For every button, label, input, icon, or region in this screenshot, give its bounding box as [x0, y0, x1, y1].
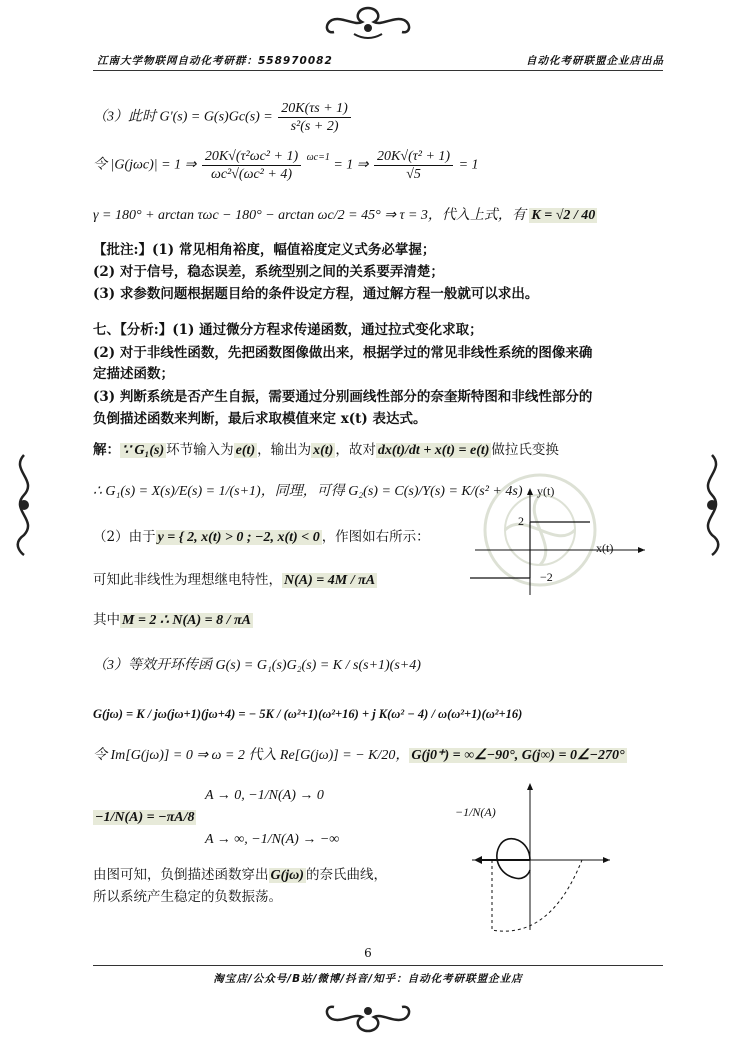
- p3-mag-num1: 20K√(τ²ωc² + 1): [202, 148, 301, 166]
- sol-6: （3）等效开环传函 G(s) = G₁(s)G₂(s) = K / s(s+1)(s+4): [93, 658, 421, 673]
- right-ornament-icon: [692, 450, 732, 560]
- p3-mag-den1: ωc²√(ωc² + 4): [210, 167, 292, 182]
- sol-9b: A → 0, −1/N(A) → 0: [205, 788, 324, 803]
- sol-4a: 可知此非线性为理想继电特性，: [93, 572, 282, 588]
- sol-11: 所以系统产生稳定的负数振荡。: [93, 889, 282, 905]
- p3-tf-den: s²(s + 2): [290, 119, 339, 134]
- p3-mag-num2: 20K√(τ² + 1): [374, 148, 453, 166]
- p3-gamma-line: [93, 206, 597, 226]
- sol-10: [93, 865, 387, 886]
- sol-3: [93, 527, 430, 548]
- fig2-nyquist-curve: [497, 839, 530, 879]
- header-right: 自动化考研联盟企业店出品: [526, 55, 664, 67]
- sol-xt: x(t): [313, 443, 334, 458]
- sol-5: [93, 610, 253, 631]
- fig1-x-arrow-icon: [638, 547, 645, 553]
- sol-text-b: ，输出为: [257, 442, 312, 458]
- sol-10c: 的奈氏曲线，: [305, 867, 387, 883]
- sol-3c: ，作图如右所示：: [321, 529, 430, 545]
- sol-10a: 由图可知，负倒描述函数穿出: [93, 867, 269, 883]
- q7-5: 负倒描述函数来判断，最后求取模值来定 x(t) 表达式。: [93, 411, 427, 427]
- sol-text-c: ，故对: [335, 442, 376, 458]
- sol-text-d: 做拉氏变换: [491, 442, 559, 458]
- fig2-dashed-arc: [492, 860, 582, 931]
- sol-8a: 令 Im[G(jω)] = 0 ⇒ ω = 2 代入 Re[G(jω)] = − K/20，: [93, 748, 410, 763]
- note-1: 【批注:】(1) 常见相角裕度，幅值裕度定义式务必掌握；: [93, 242, 436, 258]
- fig1-x-label: x(t): [596, 541, 614, 555]
- note-3: (3) 求参数问题根据题目给的条件设定方程，通过解方程一般就可以求出。: [93, 286, 539, 302]
- p3-tf-num: 20K(τs + 1): [278, 100, 351, 118]
- p3-mag-arrow: = 1 ⇒: [333, 157, 369, 173]
- fig1-pos-label: 2: [518, 514, 524, 528]
- sol-7: G(jω) = K / jω(jω+1)(jω+4) = − 5K / (ω²+1)(ω²+16) + j K(ω² − 4) / ω(ω²+1)(ω²+16): [93, 707, 523, 721]
- bottom-ornament-icon: [318, 995, 418, 1035]
- fig1-y-arrow-icon: [527, 488, 533, 495]
- q7-4: (3) 判断系统是否产生自振，需要通过分别画线性部分的奈奎斯特图和非线性部分的: [93, 389, 593, 405]
- q7-3: 定描述函数；: [93, 366, 174, 382]
- footer-text: 淘宝店/公众号/B站/微博/抖音/知乎：自动化考研联盟企业店: [213, 973, 523, 985]
- sol-4: [93, 570, 377, 591]
- sol-5a: 其中: [93, 612, 120, 628]
- p3-intro: （3）此时 G'(s) = G(s)Gc(s) =: [93, 109, 273, 125]
- sol-1: [93, 440, 559, 461]
- fig2-real-arrow-icon: [603, 857, 610, 863]
- nyquist-figure: [470, 780, 620, 940]
- header-left: 江南大学物联网自动化考研群：558970082: [97, 55, 333, 67]
- sol-g1: ∵ G₁(s): [122, 443, 165, 458]
- sol-piecewise: y = { 2, x(t) > 0 ; −2, x(t) < 0: [157, 530, 320, 545]
- fig2-label: −1/N(A): [455, 805, 496, 819]
- sol-text-a: 环节输入为: [166, 442, 234, 458]
- fig2-locus-arrow-icon: [474, 856, 482, 864]
- sol-9: [93, 808, 196, 828]
- page-number: 6: [364, 946, 372, 960]
- q7-2: (2) 对于非线性函数，先把函数图像做出来，根据学过的常见非线性系统的图像来确: [93, 345, 593, 361]
- fig1-neg-label: −2: [540, 570, 553, 584]
- sol-gjw: G(jω): [270, 868, 304, 883]
- relay-figure: [470, 480, 650, 600]
- sol-et: e(t): [235, 443, 256, 458]
- sol-8: [93, 746, 627, 766]
- sol-9a: −1/N(A) = −πA/8: [95, 810, 195, 825]
- left-ornament-icon: [4, 450, 44, 560]
- note-2: (2) 对于信号，稳态误差，系统型别之间的关系要弄清楚；: [93, 264, 444, 280]
- sol-na: N(A) = 4M / πA: [284, 573, 376, 588]
- sol-label: 解：: [93, 442, 120, 458]
- sol-diffeq: dx(t)/dt + x(t) = e(t): [377, 443, 490, 458]
- p3-mag-line: [93, 148, 479, 183]
- fig2-imag-arrow-icon: [527, 783, 533, 790]
- sol-2: ∴ G₁(s) = X(s)/E(s) = 1/(s+1)，同理，可得 G₂(s) = C(s)/Y(s) = K/(s² + 4s): [93, 484, 523, 499]
- sol-8b: G(j0⁺) = ∞∠−90°, G(j∞) = 0∠−270°: [411, 748, 625, 763]
- p3-mag-end: = 1: [458, 157, 479, 173]
- p3-mag-den2: √5: [406, 167, 421, 182]
- p3-k-result: K = √2 / 40: [531, 208, 596, 223]
- sol-3a: （2）由于: [93, 529, 156, 545]
- fig1-y-label: y(t): [537, 484, 555, 498]
- p3-gamma: γ = 180° + arctan τωc − 180° − arctan ωc/2 = 45° ⇒ τ = 3，代入上式，有: [93, 208, 526, 223]
- sol-m: M = 2 ∴ N(A) = 8 / πA: [122, 613, 251, 628]
- q7-1: 七、【分析:】(1) 通过微分方程求传递函数，通过拉式变化求取；: [93, 322, 483, 338]
- p3-line: [93, 100, 353, 135]
- header-rule: [93, 70, 663, 71]
- p3-wc-note: ωc=1: [306, 152, 330, 163]
- footer-rule: [93, 965, 663, 966]
- top-ornament-icon: [318, 4, 418, 44]
- p3-mag-prefix: 令 |G(jωc)| = 1 ⇒: [93, 157, 197, 173]
- sol-9c: A → ∞, −1/N(A) → −∞: [205, 832, 340, 847]
